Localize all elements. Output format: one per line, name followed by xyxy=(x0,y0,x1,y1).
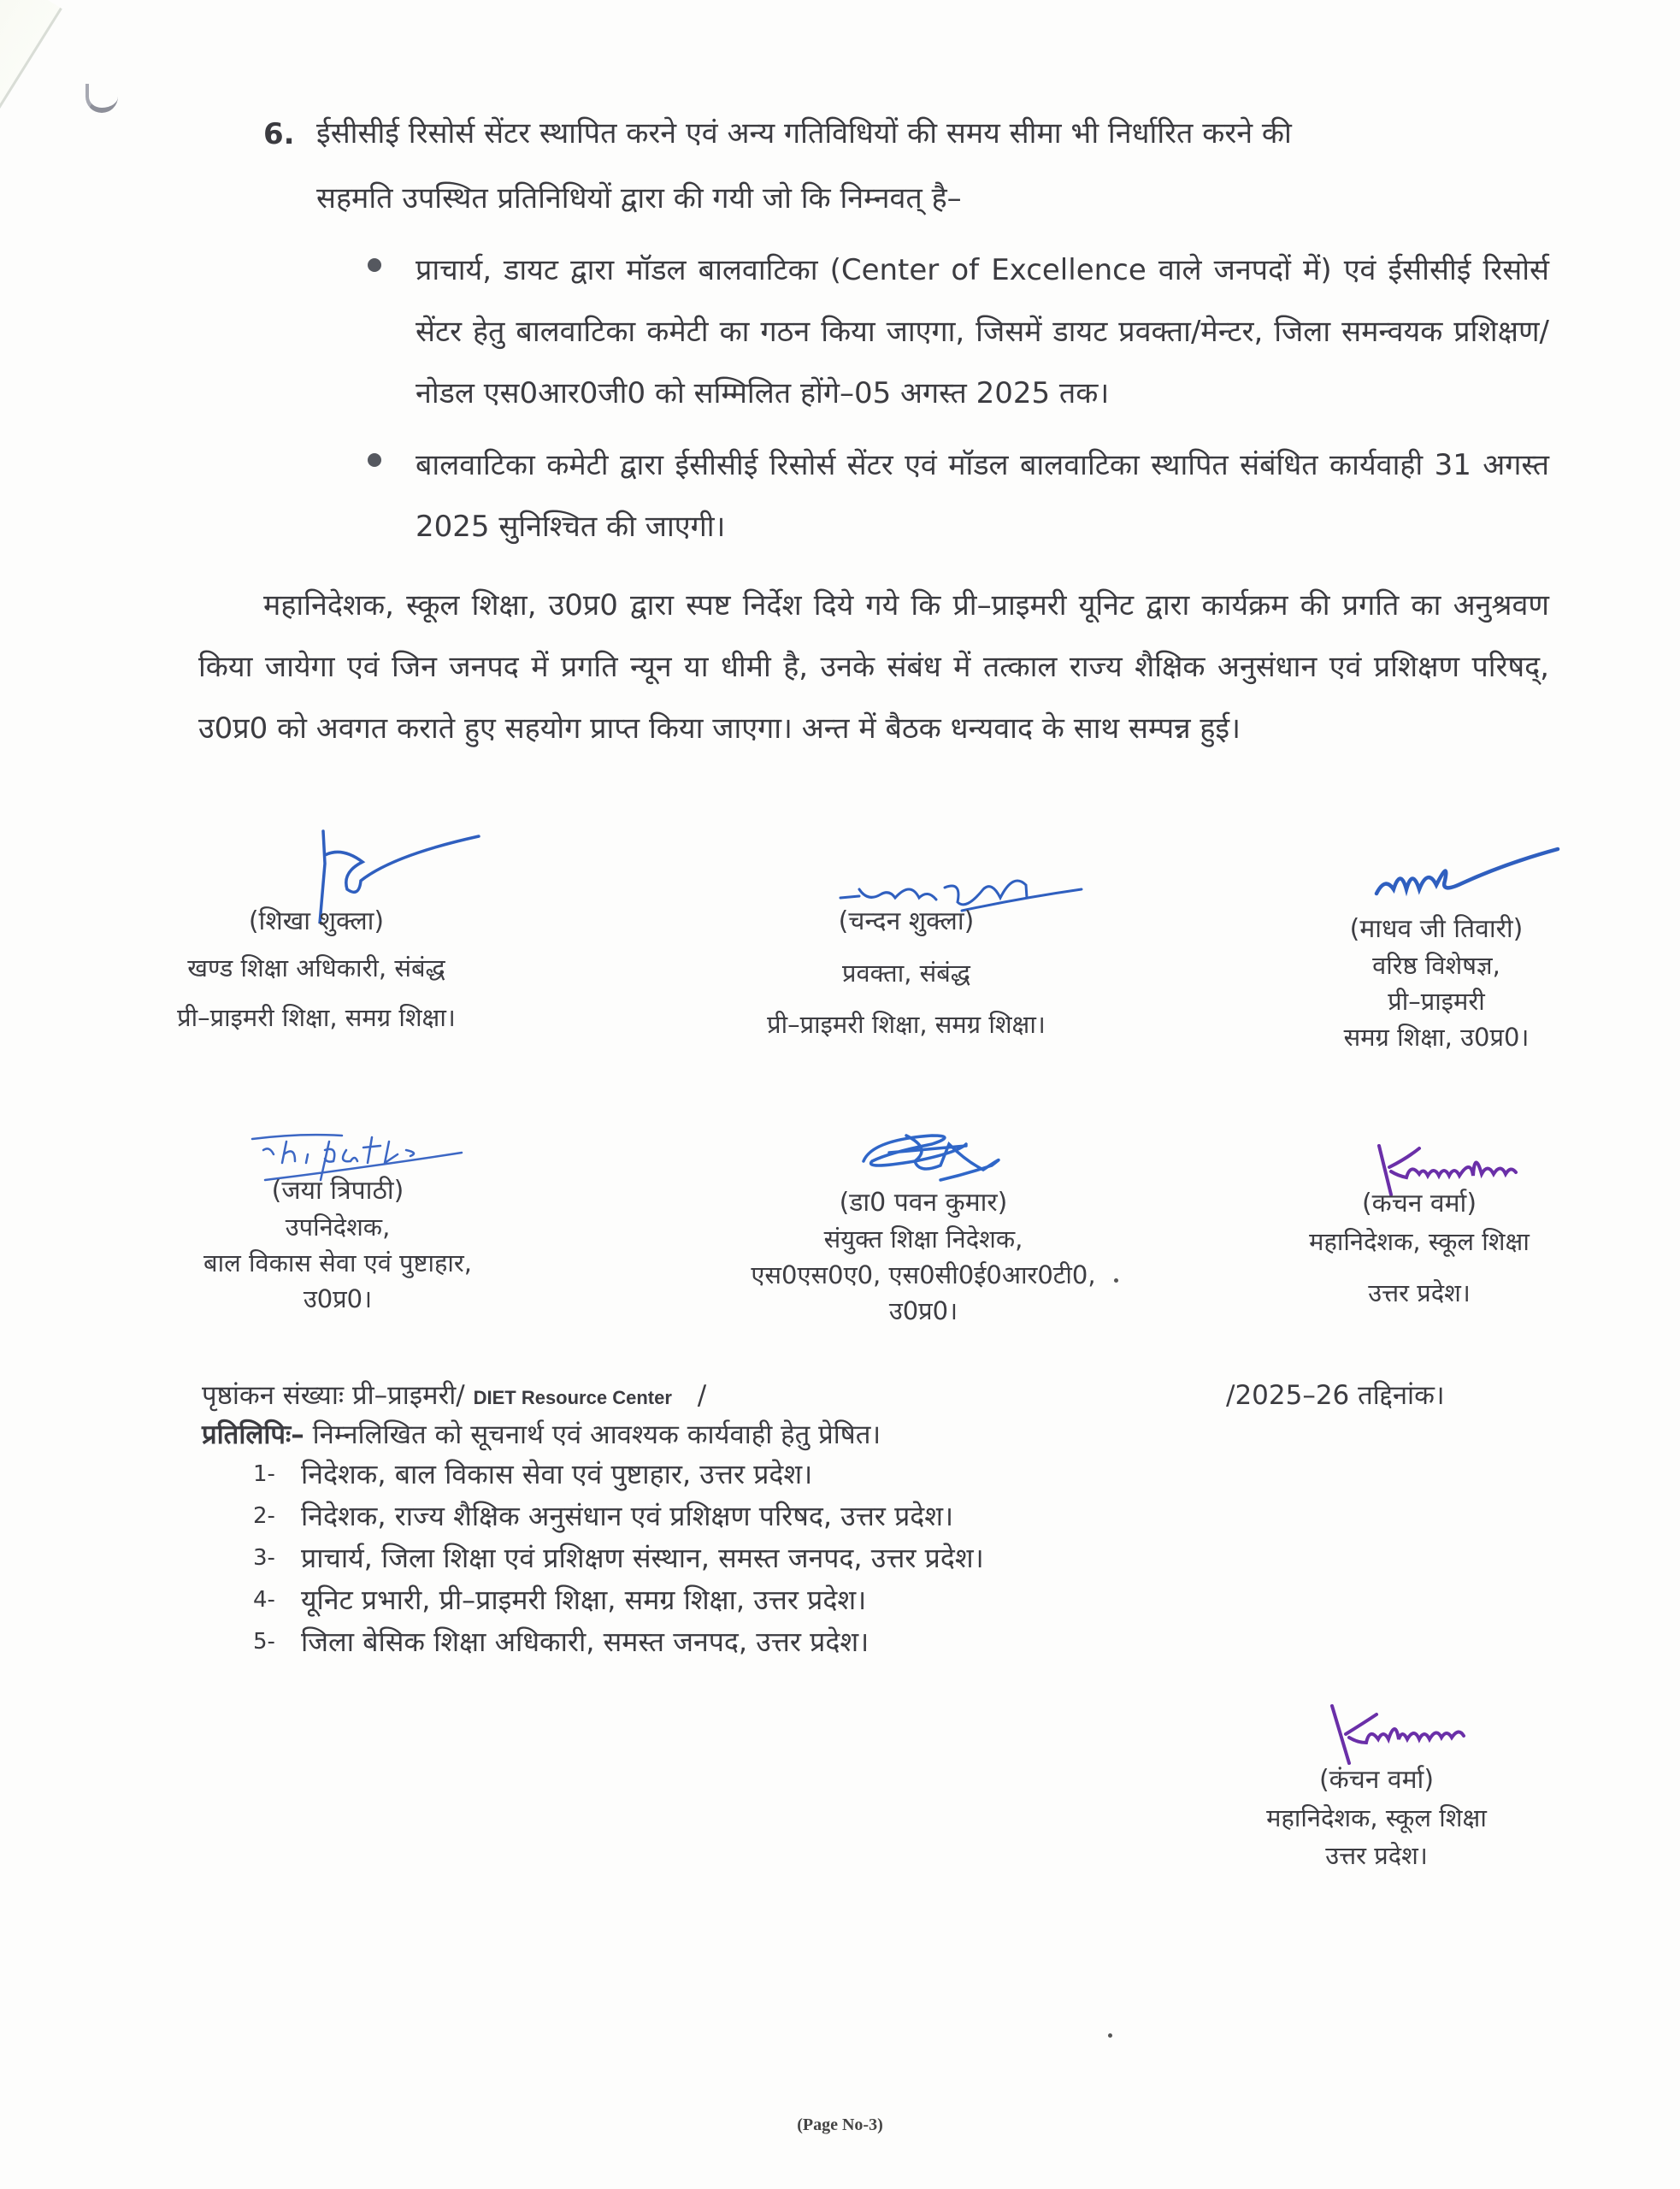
copy-to-text: निम्नलिखित को सूचनार्थ एवं आवश्यक कार्यवाही हेतु प्रेषित। xyxy=(312,1419,881,1450)
recipient-list xyxy=(253,1454,984,1663)
punch-hole-mark xyxy=(85,84,118,113)
signatory-shikha-shukla xyxy=(137,903,496,1036)
signatory-title-line: बाल विकास सेवा एवं पुष्टाहार, xyxy=(203,1248,472,1277)
page-number-footer: (Page No-3) xyxy=(797,2115,883,2134)
signatory-name: (शिखा शुक्ला) xyxy=(248,906,385,936)
point6-line1: ईसीसीई रिसोर्स सेंटर स्थापित करने एवं अन्य गतिविधियों की समय सीमा भी निर्धारित करने की xyxy=(316,116,1292,150)
signatory-title-line: उ0प्र0। xyxy=(303,1284,373,1313)
bullet-icon xyxy=(368,453,381,467)
scan-edge-artifact xyxy=(0,0,62,212)
signatory-madhav-ji-tiwari xyxy=(1282,912,1590,1055)
signatory-name: (कंचन वर्मा) xyxy=(1318,1765,1435,1795)
signatory-title-line: समग्र शिक्षा, उ0प्र0। xyxy=(1343,1023,1530,1052)
scan-speck xyxy=(1114,1278,1118,1283)
recipient-item xyxy=(253,1454,984,1496)
signatory-name: (कचन वर्मा) xyxy=(1361,1189,1477,1218)
endorsement-reference xyxy=(202,1377,706,1413)
signatory-title-line: एस0एस0ए0, एस0सी0ई0आर0टी0, xyxy=(751,1260,1096,1289)
signatory-title-line: उ0प्र0। xyxy=(888,1296,958,1325)
signatory-title-line: उपनिदेशक, xyxy=(285,1213,391,1242)
signatory-jaya-tripathi xyxy=(145,1173,530,1317)
reference-suffix: / xyxy=(697,1380,707,1411)
bullet-icon xyxy=(368,258,381,272)
recipient-text: जिला बेसिक शिक्षा अधिकारी, समस्त जनपद, उत्तर प्रदेश। xyxy=(301,1626,869,1658)
signatory-title-line: उत्तर प्रदेश। xyxy=(1325,1841,1428,1870)
point-number: 6. xyxy=(263,117,295,151)
final-signatory-kanchan-verma xyxy=(1197,1761,1556,1874)
bullet-2-text: बालवाटिका कमेटी द्वारा ईसीसीई रिसोर्स सेंटर एवं मॉडल बालवाटिका स्थापित संबंधित कार्यवाही 31 अगस्त 2025 सुनिश्चित की जाएगी। xyxy=(416,448,1549,544)
recipient-item xyxy=(253,1579,984,1621)
point6-line2: सहमति उपस्थित प्रतिनिधियों द्वारा की गयी जो कि निम्नवत् है– xyxy=(316,181,962,215)
recipient-number: 5- xyxy=(253,1629,275,1655)
bullet-1-text: प्राचार्य, डायट द्वारा मॉडल बालवाटिका (Center of Excellence वाले जनपदों में) एवं ईसीसीई रिसोर्स सेंटर हेतु बालवाटिका कमेटी का गठन किया जाएगा, जिसमें डायट प्रवक्ता/मेन्टर, जिला समन्वयक प्रशिक्षण/नोडल एस0आर0जी0 को सम्मिलित होंगे–05 अगस्त 2025 तक। xyxy=(416,253,1549,410)
closing-paragraph: महानिदेशक, स्कूल शिक्षा, उ0प्र0 द्वारा स्पष्ट निर्देश दिये गये कि प्री–प्राइमरी यूनिट द्वारा कार्यक्रम की प्रगति का अनुश्रवण किया जायेगा एवं जिन जनपद में प्रगति न्यून या धीमी है, उनके संबंध में तत्काल राज्य शैक्षिक अनुसंधान एवं प्रशिक्षण परिषद्, उ0प्र0 को अवगत कराते हुए सहयोग प्राप्त किया जाएगा। अन्त में बैठक धन्यवाद के साथ सम्पन्न हुई। xyxy=(198,588,1549,746)
signatory-title-line: महानिदेशक, स्कूल शिक्षा xyxy=(1309,1227,1530,1256)
signatory-name: (डा0 पवन कुमार) xyxy=(839,1188,1008,1218)
signatory-name: (जया त्रिपाठी) xyxy=(271,1176,404,1206)
copy-to-line xyxy=(202,1416,881,1452)
reference-english: DIET Resource Center xyxy=(473,1387,672,1408)
recipient-number: 3- xyxy=(253,1545,275,1571)
recipient-number: 2- xyxy=(253,1503,275,1529)
signatory-title-line: प्री–प्राइमरी शिक्षा, समग्र शिक्षा। xyxy=(177,1003,456,1032)
signatory-chandan-shukla xyxy=(718,903,1094,1043)
reference-prefix: पृष्ठांकन संख्याः प्री–प्राइमरी/ xyxy=(202,1380,465,1411)
recipient-text: निदेशक, बाल विकास सेवा एवं पुष्टाहार, उत्तर प्रदेश। xyxy=(301,1458,813,1490)
signatory-title-line: खण्ड शिक्षा अधिकारी, संबंद्ध xyxy=(187,953,445,982)
recipient-number: 4- xyxy=(253,1587,275,1613)
signatory-title-line: प्री–प्राइमरी xyxy=(1388,987,1485,1016)
recipient-number: 1- xyxy=(253,1461,275,1487)
recipient-text: यूनिट प्रभारी, प्री–प्राइमरी शिक्षा, समग्र शिक्षा, उत्तर प्रदेश। xyxy=(301,1584,867,1616)
scan-speck xyxy=(1108,2033,1112,2038)
signatory-title-line: उत्तर प्रदेश। xyxy=(1368,1278,1471,1307)
signatory-title-line: वरिष्ठ विशेषज्ञ, xyxy=(1372,951,1500,980)
signatory-name: (चन्दन शुक्ला) xyxy=(838,906,975,936)
recipient-text: प्राचार्य, जिला शिक्षा एवं प्रशिक्षण संस्थान, समस्त जनपद, उत्तर प्रदेश। xyxy=(301,1542,984,1574)
signatory-title-line: संयुक्त शिक्षा निदेशक, xyxy=(823,1224,1023,1254)
copy-to-label: प्रतिलिपिः– xyxy=(202,1419,304,1450)
signatory-title-line: प्रवक्ता, संबंद्ध xyxy=(842,959,970,988)
signatory-pawan-kumar xyxy=(701,1185,1146,1329)
recipient-item xyxy=(253,1621,984,1663)
recipient-text: निदेशक, राज्य शैक्षिक अनुसंधान एवं प्रशिक्षण परिषद, उत्तर प्रदेश। xyxy=(301,1500,954,1532)
signature-madhav-ji-tiwari xyxy=(1368,842,1565,902)
endorsement-date: /2025–26 तद्दिनांक। xyxy=(1226,1380,1445,1411)
signature-kanchan-verma-2 xyxy=(1325,1702,1522,1770)
signatory-title-line: महानिदेशक, स्कूल शिक्षा xyxy=(1266,1803,1487,1832)
signatory-name: (माधव जी तिवारी) xyxy=(1349,914,1524,944)
recipient-item xyxy=(253,1496,984,1537)
signatory-title-line: प्री–प्राइमरी शिक्षा, समग्र शिक्षा। xyxy=(767,1010,1046,1039)
signatory-kanchan-verma xyxy=(1257,1185,1582,1312)
recipient-item xyxy=(253,1537,984,1579)
